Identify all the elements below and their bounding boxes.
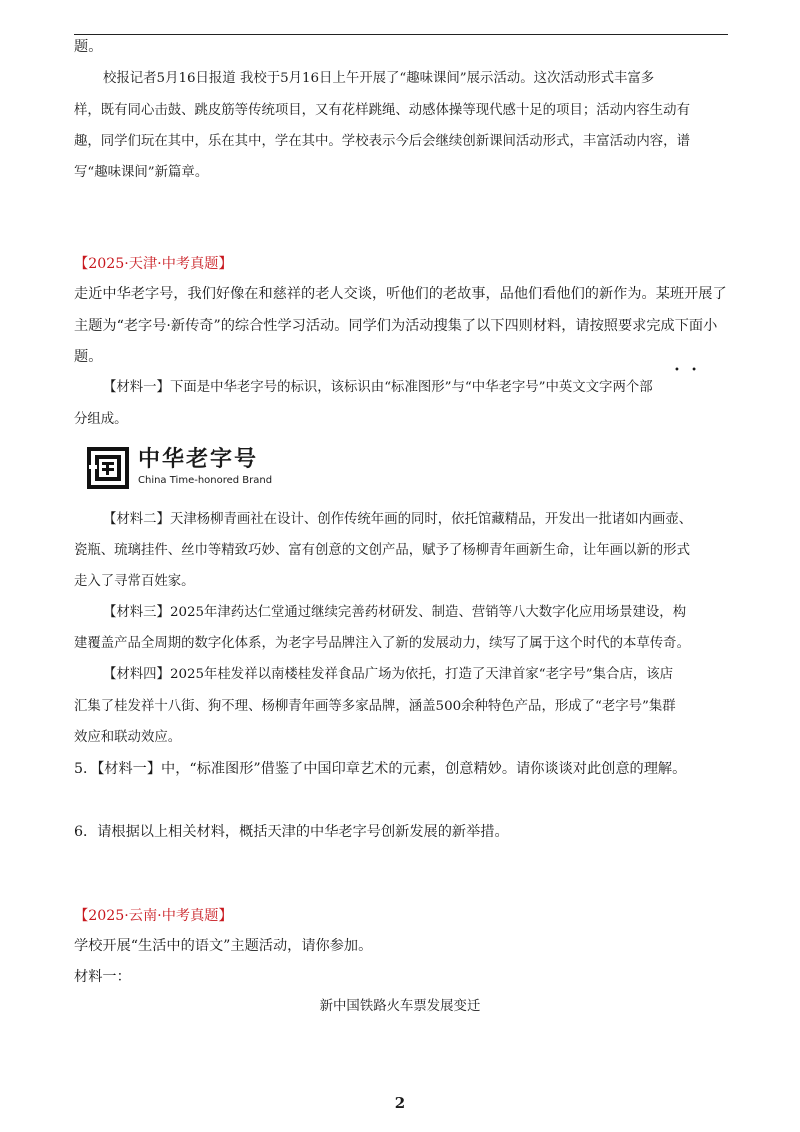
page-number: 2 [394,1094,406,1112]
tianjin-intro-line: 走近中华老字号，我们好像在和慈祥的老人交谈，听他们的老故事，品他们看他们的新作为。某班开展了 [74,286,727,302]
question-5: 5．【材料一】中，“标准图形”借鉴了中国印章艺术的元素，创意精妙。请你谈谈对此创意的理解。 [74,761,687,777]
news-line: 校报记者5月16日报道 我校于5月16日上午开展了“趣味课间”展示活动。这次活动形式丰富多 [103,71,655,86]
news-line: 样，既有同心击鼓、跳皮筋等传统项目，又有花样跳绳、动感体操等现代感十足的项目；活动内容生动有 [74,103,690,118]
yunnan-exam-tag: 【2025·云南·中考真题】 [74,908,233,924]
material-3-line: 【材料三】2025年津药达仁堂通过继续完善药材研发、制造、营销等八大数字化应用场景建设，构 [103,605,687,620]
seal-icon [86,446,130,490]
material-3-line: 建覆盖产品全周期的数字化体系，为老字号品牌注入了新的发展动力，续写了属于这个时代的本草传奇。 [74,636,690,651]
tianjin-intro-line: 主题为“老字号·新传奇”的综合性学习活动。同学们为活动搜集了以下四则材料，请按照要求完成下面小 [74,318,718,334]
material-4-line: 效应和联动效应。 [74,730,182,745]
figure-caption: 新中国铁路火车票发展变迁 [319,999,481,1014]
material-4-line: 汇集了桂发祥十八街、狗不理、杨柳青年画等多家品牌，涵盖500余种特色产品，形成了“老字号”集群 [74,699,676,714]
emphasis-dots: • • [674,365,701,376]
tianjin-intro-line: 题。 [74,349,103,365]
material-1-line: 【材料一】下面是中华老字号的标识，该标识由“标准图形”与“中华老字号”中英文文字两个部 [103,380,653,395]
header-rule [74,34,728,35]
question-6: 6．请根据以上相关材料，概括天津的中华老字号创新发展的新举措。 [74,824,509,840]
material-2-line: 瓷瓶、琉璃挂件、丝巾等精致巧妙、富有创意的文创产品，赋予了杨柳青年画新生命，让年画以新的形式 [74,543,690,558]
news-line: 写“趣味课间”新篇章。 [74,165,209,180]
china-time-honored-brand-logo [86,446,272,490]
yunnan-intro: 学校开展“生活中的语文”主题活动，请你参加。 [74,938,373,954]
yunnan-material-1-label: 材料一： [74,969,131,985]
logo-chinese-text: 中华老字号 [138,447,259,472]
material-4-line: 【材料四】2025年桂发祥以南楼桂发祥食品广场为依托，打造了天津首家“老字号”集合店，该店 [103,667,674,682]
paragraph-tail: 题。 [74,39,103,55]
logo-english-text: China Time-honored Brand [138,475,273,486]
material-2-line: 【材料二】天津杨柳青画社在设计、创作传统年画的同时，依托馆藏精品，开发出一批诸如内画壶、 [103,512,693,527]
material-2-line: 走入了寻常百姓家。 [74,574,195,589]
tianjin-exam-tag: 【2025·天津·中考真题】 [74,256,233,272]
material-1-line: 分组成。 [74,412,128,427]
news-line: 趣，同学们玩在其中，乐在其中，学在其中。学校表示今后会继续创新课间活动形式，丰富活动内容，谱 [74,134,690,149]
